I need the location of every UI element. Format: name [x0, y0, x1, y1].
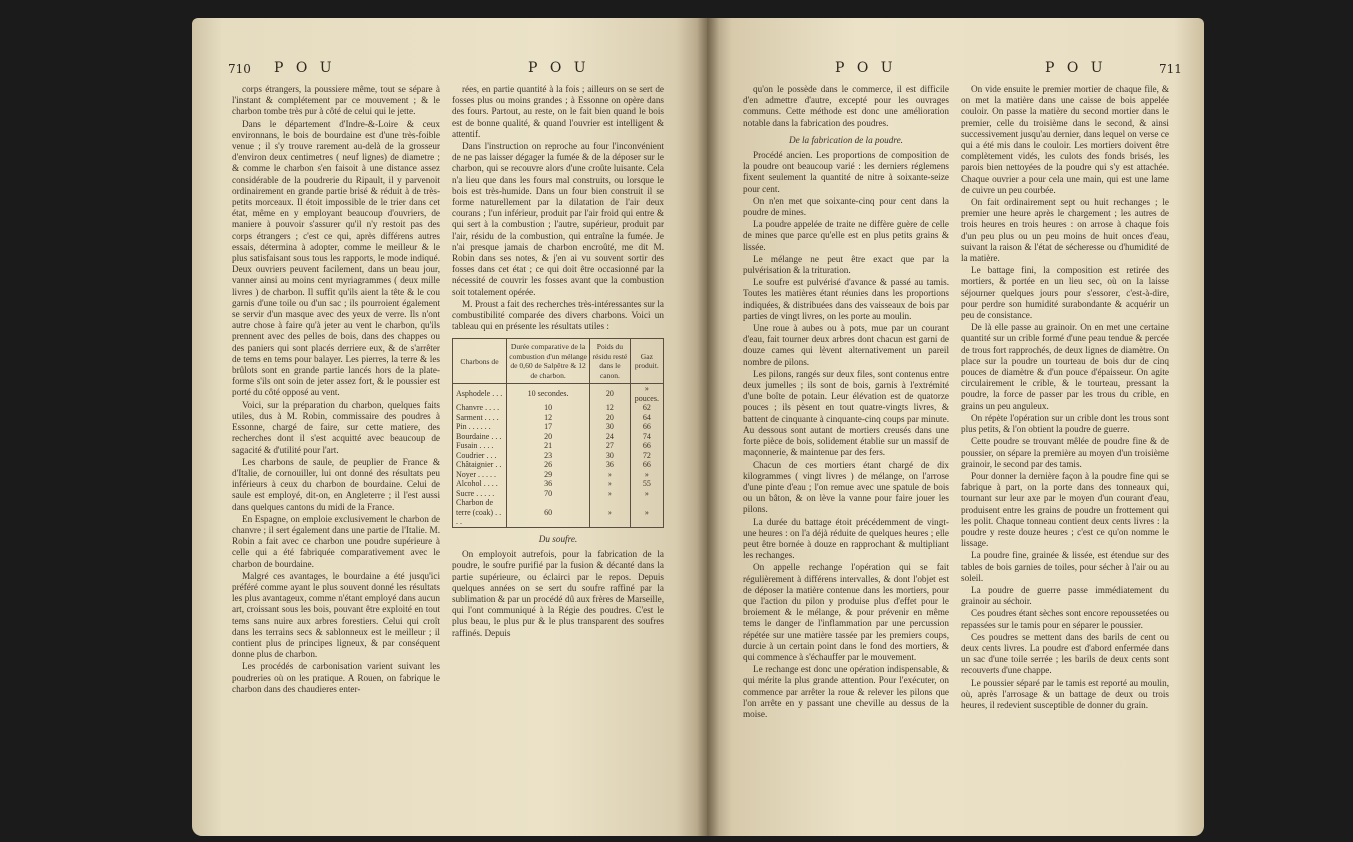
table-cell: » [590, 498, 631, 527]
text-column-1 [232, 84, 440, 832]
table-row [453, 489, 664, 499]
table-cell: 74 [630, 432, 663, 442]
table-cell: » [590, 479, 631, 489]
table-cell: 17 [506, 422, 589, 432]
table-cell: 62 [630, 403, 663, 413]
running-header: P O U [835, 60, 897, 76]
paragraph: Les pilons, rangés sur deux files, sont contenus entre deux jumelles ; ils sont de bois, garnis à l'extrémité d'une boîte de potain. Leur élévation est de quatorze pouces ; ils pèsent en tout quatre-vingts livres, & battent de cinquante à cinquante-cinq coups par minute. Au dessous sont autant de mortiers creusés dans une forte pièce de bois, solidement établie sur un massif de maçonnerie, & maintenue par des fers. [743, 368, 949, 458]
paragraph: Ces poudres se mettent dans des barils de cent ou deux cents livres. La poudre est d'abord enfermée dans un sac d'une toile serrée ; les barils de deux cents sont recouverts d'une chappe. [961, 631, 1169, 676]
table-cell: » pouces. [630, 384, 663, 404]
table-cell: 26 [506, 460, 589, 470]
table-cell: 24 [590, 432, 631, 442]
table-cell: Pin . . . . . . [453, 422, 507, 432]
text-column-2 [452, 84, 664, 832]
table-row [453, 384, 664, 404]
table-cell: 64 [630, 413, 663, 423]
table-cell: » [590, 470, 631, 480]
table-cell: 36 [506, 479, 589, 489]
paragraph: Les procédés de carbonisation varient suivant les poudreries où on les pratique. A Rouen, on fabrique le charbon dans des chaudieres enter- [232, 661, 440, 694]
table-cell: 66 [630, 441, 663, 451]
paragraph: On fait ordinairement sept ou huit rechanges ; le premier une heure après le chargement ; les autres de trois heures en trois heures : on arrose à chaque fois d'un peu plus ou un peu moins de huit onces d'eau, suivant la raison & l'état de sécheresse ou d'humidité de la matière. [961, 197, 1169, 264]
paragraph: Le soufre est pulvérisé d'avance & passé au tamis. Toutes les matières étant réunies dans les proportions indiquées, & distribuées dans des vaisseaux de bois par parties de vingt livres, on les porte au moulin. [743, 277, 949, 321]
table-cell: 66 [630, 422, 663, 432]
table-cell: 55 [630, 479, 663, 489]
paragraph: On employoit autrefois, pour la fabrication de la poudre, le soufre purifié par la fusion & décanté dans la partie supérieure, ou éclairci par le repos. Depuis quelques années on se sert du soufre raffiné par la sublimation & par un procédé dû aux frères de Marseille, qui l'ont communiqué à la Régie des poudres. C'est le plus beau, le plus pur & le plus transparent des soufres raffinés. Depuis [452, 549, 664, 638]
table-cell: 20 [590, 413, 631, 423]
paragraph: La poudre appelée de traite ne diffère guère de celle de mines que parce qu'elle est en plus petits grains & lissée. [743, 219, 949, 252]
table-row [453, 470, 664, 480]
paragraph: Ces poudres étant sèches sont encore repoussetées ou repassées sur le tamis pour en séparer le poussier. [961, 608, 1169, 630]
table-row [453, 479, 664, 489]
paragraph: On vide ensuite le premier mortier de chaque file, & on met la matière dans une caisse de bois appelée couloir. On passe la matière du second mortier dans le premier, celle du troisième dans le second, & ainsi successivement jusqu'au dernier, dans lequel on verse ce qui a été mis dans le couloir. Les mortiers doivent être complètement vidés, les culots des fonds brisés, les parois bien nettoyées de la poudre qui s'y est attachée. Chaque ouvrier a pour cela une main, qui est une lame de cuivre un peu courbée. [961, 84, 1169, 195]
section-title: De la fabrication de la poudre. [789, 134, 903, 145]
paragraph: Dans l'instruction on reproche au four l'inconvénient de ne pas laisser dégager la fumée & de la déposer sur le charbon, qui se recouvre alors d'une croûte luisante. Cela n'a lieu que dans les fours mal construits, ou lorsque le bois est très-humide. Dans un four bien construit il se forme naturellement par la dilatation de l'air deux courans ; l'un inférieur, produit par l'air froid qui entre & qui sert à la combustion ; l'autre, supérieur, produit par l'air, résidu de la combustion, qui entraîne la fumée. Je n'ai presque jamais de charbon encroûté, me dit M. Robin dans ses notes, & j'en ai vu souvent sortir des fosses dans cet état ; ce qui doit être occasionné par la nécessité de couvrir les fosses avant que la combustion soit totalement opérée. [452, 141, 664, 297]
table-row [453, 498, 664, 527]
table-cell: 70 [506, 489, 589, 499]
text-column-2 [961, 84, 1169, 832]
table-cell: 60 [506, 498, 589, 527]
table-cell: 30 [590, 451, 631, 461]
section-title: Du soufre. [538, 533, 578, 544]
table-cell: 66 [630, 460, 663, 470]
table-cell: Chanvre . . . . [453, 403, 507, 413]
table-cell: 12 [590, 403, 631, 413]
table-cell: 29 [506, 470, 589, 480]
table-row [453, 413, 664, 423]
table-row [453, 441, 664, 451]
paragraph: Voici, sur la préparation du charbon, quelques faits utiles, dus à M. Robin, commissaire des poudres à Essonne, chargé de faire, sur cette matiere, des recherches dont il s'est acquitté avec beaucoup de sagacité & d'utilité pour l'art. [232, 399, 440, 455]
table-cell: 27 [590, 441, 631, 451]
running-header: P O U [274, 60, 336, 76]
table-cell: 12 [506, 413, 589, 423]
table-cell: » [590, 489, 631, 499]
paragraph: La poudre de guerre passe immédiatement du grainoir au séchoir. [961, 584, 1169, 607]
table-cell: 20 [590, 384, 631, 404]
table-cell: Charbon de terre (coak) . . . . [453, 498, 507, 527]
table-cell: 20 [506, 432, 589, 442]
table-cell: 30 [590, 422, 631, 432]
table-cell: Noyer . . . . . [453, 470, 507, 480]
page-number: 710 [228, 62, 251, 76]
table-row [453, 460, 664, 470]
table-cell: 23 [506, 451, 589, 461]
charcoal-table [452, 338, 664, 528]
open-book [192, 18, 1204, 836]
running-header: P O U [1045, 60, 1107, 76]
table-row [453, 403, 664, 413]
paragraph: Le mélange ne peut être exact que par la pulvérisation & la trituration. [743, 253, 949, 276]
left-page [192, 18, 707, 836]
table-cell: » [630, 489, 663, 499]
paragraph: On n'en met que soixante-cinq pour cent dans la poudre de mines. [743, 195, 949, 218]
paragraph: Cette poudre se trouvant mêlée de poudre fine & de poussier, on sépare la première au moyen d'un troisième grainoir, le second par des tamis. [961, 436, 1169, 469]
table-header: Charbons de [453, 339, 507, 384]
table-cell: Coudrier . . . [453, 451, 507, 461]
table-cell: Alcohol . . . . [453, 479, 507, 489]
table-cell: 10 [506, 403, 589, 413]
table-cell: Sarment . . . . [453, 413, 507, 423]
table-header: Poids du résidu resté dans le canon. [590, 339, 631, 384]
paragraph: Pour donner la dernière façon à la poudre fine qui se fabrique à part, on la porte dans des tonneaux qui, tournant sur leur axe par le moyen d'un courant d'eau, produisent entre les grains de poudre un frottement qui les polit. Chaque tonneau contient deux cents livres : la poudre y reste douze heures ; c'est ce qu'on nomme le lissage. [961, 470, 1169, 549]
table-row [453, 422, 664, 432]
table-cell: Sucre . . . . . [453, 489, 507, 499]
page-number: 711 [1159, 62, 1182, 76]
paragraph: Dans le département d'Indre-&-Loire & ceux environnans, le bois de bourdaine est d'une très-foible venue ; il s'y trouve rarement au-delà de la grosseur d'environ deux centimetres ( neuf lignes) de diametre ; & comme le charbon s'en faisoit à une distance assez considérable de la poudrerie du Ripault, il y parvenoit ordinairement en grande partie brisé & réduit à de très-petits morceaux. Il étoit impossible de le trier dans cet état, même en y employant beaucoup d'ouvriers, de maniere à pouvoir s'assurer qu'il n'y restoit pas des corps étrangers ; c'est ce qui, après différens autres essais, détermina à adopter, comme le meilleur & le plus satisfaisant sous tous les rapports, le mode indiqué. Deux ouvriers peuvent facilement, dans un beau jour, vanner ainsi au moins cent myriagrammes ( deux mille livres ) de charbon. Il suffit qu'ils aient la tête & le cou garnis d'une toile ou d'un sac ; ils pourroient également se servir d'un masque avec des yeux de verre. Ils n'ont autre chose à faire qu'à jeter au vent le charbon, qu'ils prennent avec des pelles de bois, dans des chappes ou des paniers qui sont placés derriere eux, & de s'arrêter de tems en tems pour balayer. Les pierres, la terre & les brûlots sont en grande partie lancés hors de la plate-forme s'ils ont soin de jeter assez fort, & le poussier est porté du côté opposé au vent. [232, 118, 440, 398]
paragraph: On appelle rechange l'opération qui se fait régulièrement à différens intervalles, & dont l'objet est de déposer la matière contenue dans les mortiers, pour que l'action du pilon y produise plus d'effet pour le broiement & le mélange, & pour prévenir en même tems le danger de l'inflammation par une percussion répétée sur une matière tassée par les premiers coups, durcie à un certain point dans le fond des mortiers, & qui commence à s'échauffer par le mouvement. [743, 562, 949, 662]
book-gutter [697, 18, 719, 836]
paragraph: De là elle passe au grainoir. On en met une certaine quantité sur un crible formé d'une peau tendue & percée de trous fort rapprochés, de deux lignes de diamètre. On place sur la poudre un tourteau de bois dur de cinq pouces de diamètre & d'un pouce d'épaisseur. On agite circulairement le crible, & le tourteau, pressant la poudre, la force de passer par les trous du crible, en grains un peu anguleux. [961, 322, 1169, 411]
paragraph: qu'on le possède dans le commerce, il est difficile d'en admettre d'autre, excepté pour les ouvrages communs. Cette méthode est donc une amélioration notable dans la fabrication des poudres. [743, 84, 949, 128]
paragraph: corps étrangers, la poussiere même, tout se sépare à l'instant & complétement par ce mouvement ; & le charbon tombe très pur à côté de celui qui le jette. [232, 84, 440, 117]
right-page [707, 18, 1204, 836]
table-cell: Bourdaine . . . [453, 432, 507, 442]
table-header: Durée comparative de la combustion d'un mélange de 0,60 de Salpêtre & 12 de charbon. [506, 339, 589, 384]
paragraph: Le battage fini, la composition est retirée des mortiers, & portée en un lieu sec, où on la laisse séjourner quelques jours pour s'essorer, c'est-à-dire, pour perdre son humidité surabondante & acquérir un peu de consistance. [961, 265, 1169, 321]
table-cell: » [630, 498, 663, 527]
table-cell: » [630, 470, 663, 480]
table-header: Gaz produit. [630, 339, 663, 384]
paragraph: Les charbons de saule, de peuplier de France & d'Italie, de cornouiller, lui ont donné des résultats peu inférieurs à ceux du charbon de bourdaine. Celui de saule est employé, dit-on, en Angleterre ; il l'est aussi dans quelques cantons du midi de la France. [232, 456, 440, 512]
paragraph: Une roue à aubes ou à pots, mue par un courant d'eau, fait tourner deux arbres dont chacun est garni de douze cames qui lèvent alternativement un pareil nombre de pilons. [743, 323, 949, 367]
paragraph: Chacun de ces mortiers étant chargé de dix kilogrammes ( vingt livres ) de mélange, on l'arrose d'une pinte d'eau ; l'on remue avec une spatule de bois ou un bâton, & on lève la vanne pour faire jouer les pilons. [743, 459, 949, 515]
paragraph: rées, en partie quantité à la fois ; ailleurs on se sert de fosses plus ou moins grandes ; à Essonne on opère dans des fours. Partout, au reste, on le fait bien quand le bois est de bonne qualité, & quand l'ouvrier est intelligent & attentif. [452, 84, 664, 139]
table-cell: Châtaignier . . [453, 460, 507, 470]
paragraph: En Espagne, on emploie exclusivement le charbon de chanvre ; il sert également dans une partie de l'Italie. M. Robin a fait avec ce charbon une poudre supérieure à celle qui a été fabriquée comparativement avec le charbon de bourdaine. [232, 513, 440, 569]
table-cell: 72 [630, 451, 663, 461]
running-header: P O U [528, 60, 590, 76]
table-cell: Fusain . . . . [453, 441, 507, 451]
table-cell: 36 [590, 460, 631, 470]
table-cell: Asphodele . . . [453, 384, 507, 404]
table-row [453, 451, 664, 461]
paragraph: La poudre fine, grainée & lissée, est étendue sur des tables de bois garnies de toiles, pour sécher à l'air ou au soleil. [961, 550, 1169, 583]
table-row [453, 432, 664, 442]
paragraph: Le rechange est donc une opération indispensable, & qui mérite la plus grande attention. Pour l'exécuter, on commence par arrêter la roue & relever les pilons que l'on arrête en y passant une cheville au dessus de la moise. [743, 664, 949, 719]
paragraph: On répète l'opération sur un crible dont les trous sont plus petits, & l'on obtient la poudre de guerre. [961, 412, 1169, 435]
text-column-1 [743, 84, 949, 832]
table-cell: 21 [506, 441, 589, 451]
paragraph: La durée du battage étoit précédemment de vingt-une heures : on l'a déjà réduite de quelques heures ; elle peut être bornée à douze en rapprochant & multipliant les rechanges. [743, 516, 949, 561]
paragraph: Malgré ces avantages, le bourdaine a été jusqu'ici préféré comme ayant le plus souvent donné les résultats les plus avantageux, comme n'étant employé dans aucun art, croissant sous les bois, pouvant être exploité en tout tems sans nuire aux arbres forestiers. Celui qui croît dans les terrains secs & sablonneux est le meilleur ; il contient plus de principes ligneux, & par conséquent donne plus de charbon. [232, 570, 440, 660]
table-cell: 10 secondes. [506, 384, 589, 404]
paragraph: Procédé ancien. Les proportions de composition de la poudre ont beaucoup varié : les derniers réglemens fixent seulement la quantité de nitre à soixante-seize pour cent. [743, 150, 949, 194]
paragraph: M. Proust a fait des recherches très-intéressantes sur la combustibilité comparée des divers charbons. Voici un tableau qui en présente les résultats utiles : [452, 298, 664, 332]
paragraph: Le poussier séparé par le tamis est reporté au moulin, où, après l'arrosage & un battage de deux ou trois heures, il redevient susceptible de donner du grain. [961, 677, 1169, 710]
